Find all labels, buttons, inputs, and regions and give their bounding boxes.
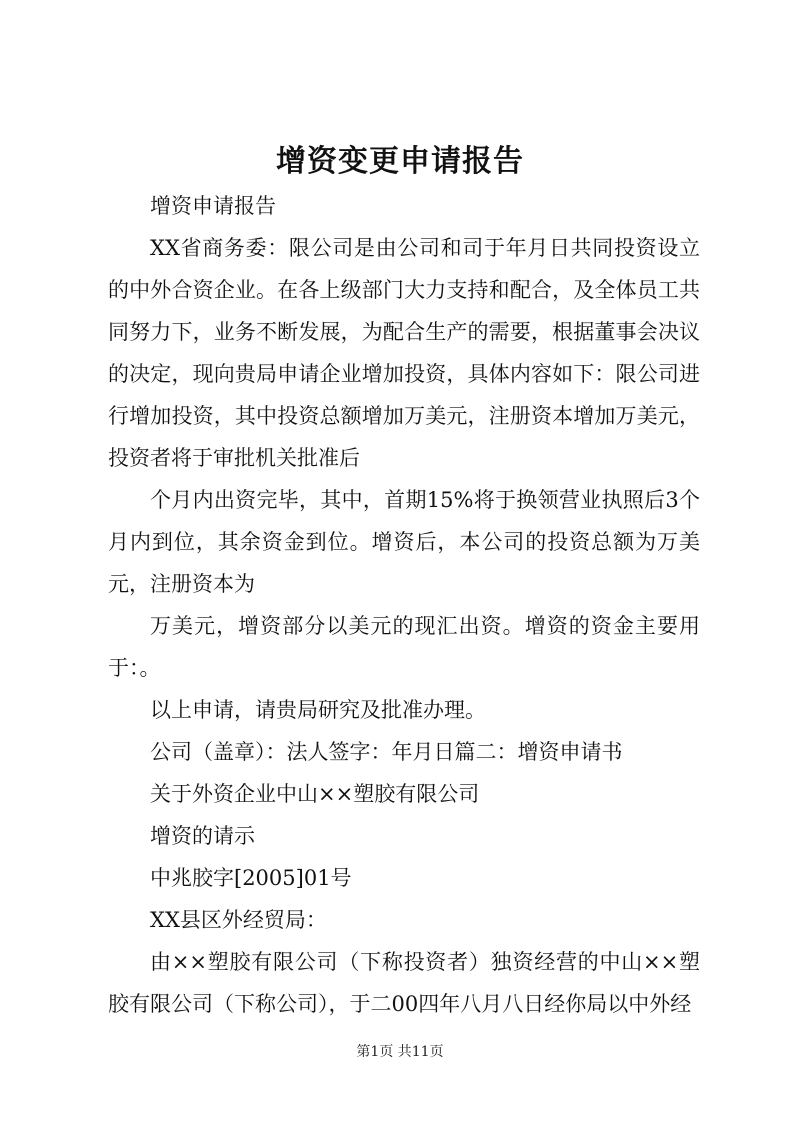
document-body (108, 185, 700, 1025)
paragraph: 万美元，增资部分以美元的现汇出资。增资的资金主要用于：。 (108, 614, 700, 680)
paragraph: 关于外资企业中山××塑胶有限公司 (150, 782, 480, 806)
paragraph: 中兆胶字[2005]01号 (150, 866, 352, 890)
paragraph: 由××塑胶有限公司（下称投资者）独资经营的中山××塑胶有限公司（下称公司），于二00四年八月八日经你局以中外经 (108, 950, 700, 1016)
paragraph: 增资申请报告 (150, 194, 276, 218)
page-number-footer: 第1页 共11页 (356, 1044, 444, 1060)
paragraph: XX县区外经贸局： (150, 908, 327, 932)
paragraph: 增资的请示 (150, 824, 255, 848)
paragraph: XX省商务委：限公司是由公司和司于年月日共同投资设立的中外合资企业。在各上级部门大力支持和配合，及全体员工共同努力下，业务不断发展，为配合生产的需要，根据董事会决议的决定，现向贵局申请企业增加投资，具体内容如下：限公司进行增加投资，其中投资总额增加万美元，注册资本增加万美元，投资者将于审批机关批准后 (108, 236, 700, 470)
paragraph: 公司（盖章）：法人签字：年月日篇二：增资申请书 (150, 740, 623, 764)
document-title: 增资变更申请报告 (276, 144, 524, 179)
paragraph: 以上申请，请贵局研究及批准办理。 (150, 698, 486, 722)
paragraph: 个月内出资完毕，其中，首期15%将于换领营业执照后3个月内到位，其余资金到位。增资后，本公司的投资总额为万美元，注册资本为 (108, 488, 700, 596)
